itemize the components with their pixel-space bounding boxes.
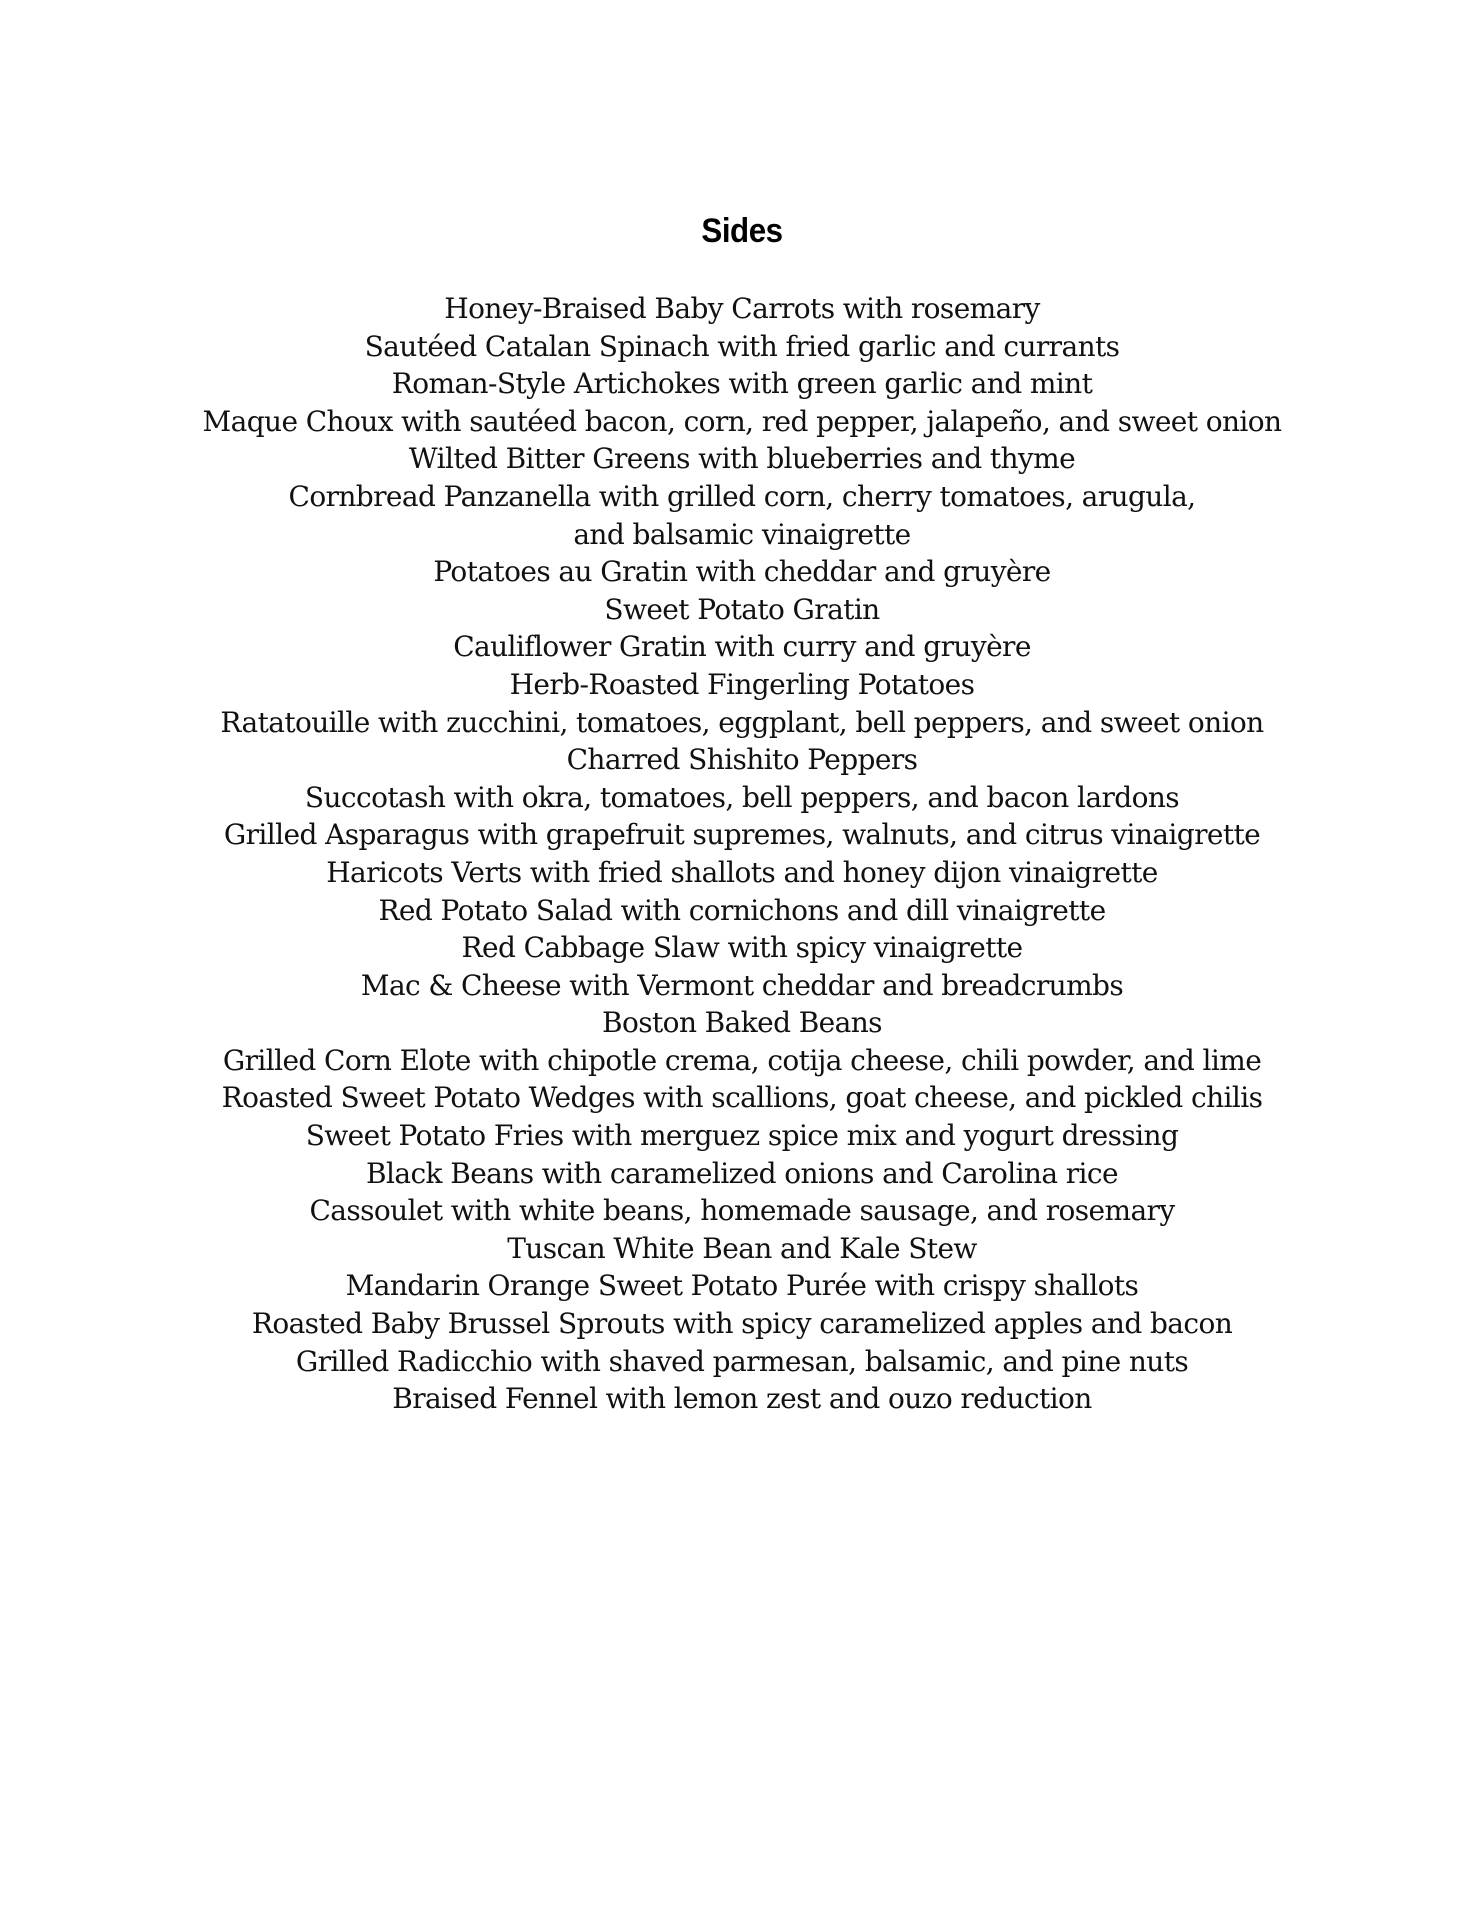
list-item: Cassoulet with white beans, homemade sausage, and rosemary (309, 1194, 1175, 1228)
list-item: Roasted Sweet Potato Wedges with scallions, goat cheese, and pickled chilis (221, 1081, 1263, 1115)
list-item: Cornbread Panzanella with grilled corn, cherry tomatoes, arugula, (288, 479, 1196, 513)
list-item: Boston Baked Beans (602, 1006, 882, 1040)
list-item: Mac & Cheese with Vermont cheddar and breadcrumbs (360, 968, 1124, 1002)
list-item: Grilled Asparagus with grapefruit supremes, walnuts, and citrus vinaigrette (223, 818, 1261, 852)
list-item: Ratatouille with zucchini, tomatoes, eggplant, bell peppers, and sweet onion (220, 705, 1264, 739)
list-item: Succotash with okra, tomatoes, bell peppers, and bacon lardons (304, 780, 1180, 814)
list-item: Roman-Style Artichokes with green garlic and mint (391, 367, 1093, 401)
list-item: Wilted Bitter Greens with blueberries and thyme (408, 442, 1076, 476)
list-item: Red Cabbage Slaw with spicy vinaigrette (461, 931, 1023, 965)
list-item: Haricots Verts with fried shallots and honey dijon vinaigrette (326, 855, 1158, 889)
list-item: Maque Choux with sautéed bacon, corn, red pepper, jalapeño, and sweet onion (202, 404, 1282, 438)
list-item: Grilled Radicchio with shaved parmesan, balsamic, and pine nuts (295, 1344, 1189, 1378)
list-item: Grilled Corn Elote with chipotle crema, cotija cheese, chili powder, and lime (222, 1043, 1262, 1077)
list-item: Sautéed Catalan Spinach with fried garlic and currants (364, 329, 1120, 363)
list-item: Cauliflower Gratin with curry and gruyère (453, 630, 1031, 664)
sides-list (0, 290, 1484, 1418)
list-item: Charred Shishito Peppers (566, 743, 918, 777)
list-item: Herb-Roasted Fingerling Potatoes (509, 667, 975, 701)
list-item: Mandarin Orange Sweet Potato Purée with crispy shallots (345, 1269, 1139, 1303)
list-item-continuation: and balsamic vinaigrette (573, 517, 911, 551)
list-item: Black Beans with caramelized onions and Carolina rice (366, 1156, 1118, 1190)
list-item: Braised Fennel with lemon zest and ouzo reduction (392, 1382, 1092, 1416)
list-item: Sweet Potato Fries with merguez spice mix and yogurt dressing (305, 1119, 1179, 1153)
page-title: Sides (701, 212, 783, 250)
list-item: Sweet Potato Gratin (604, 592, 880, 626)
list-item: Potatoes au Gratin with cheddar and gruyère (433, 555, 1051, 589)
list-item: Roasted Baby Brussel Sprouts with spicy caramelized apples and bacon (251, 1307, 1233, 1341)
list-item: Tuscan White Bean and Kale Stew (507, 1231, 977, 1265)
list-item: Honey-Braised Baby Carrots with rosemary (444, 292, 1040, 325)
list-item: Red Potato Salad with cornichons and dill vinaigrette (378, 893, 1106, 927)
